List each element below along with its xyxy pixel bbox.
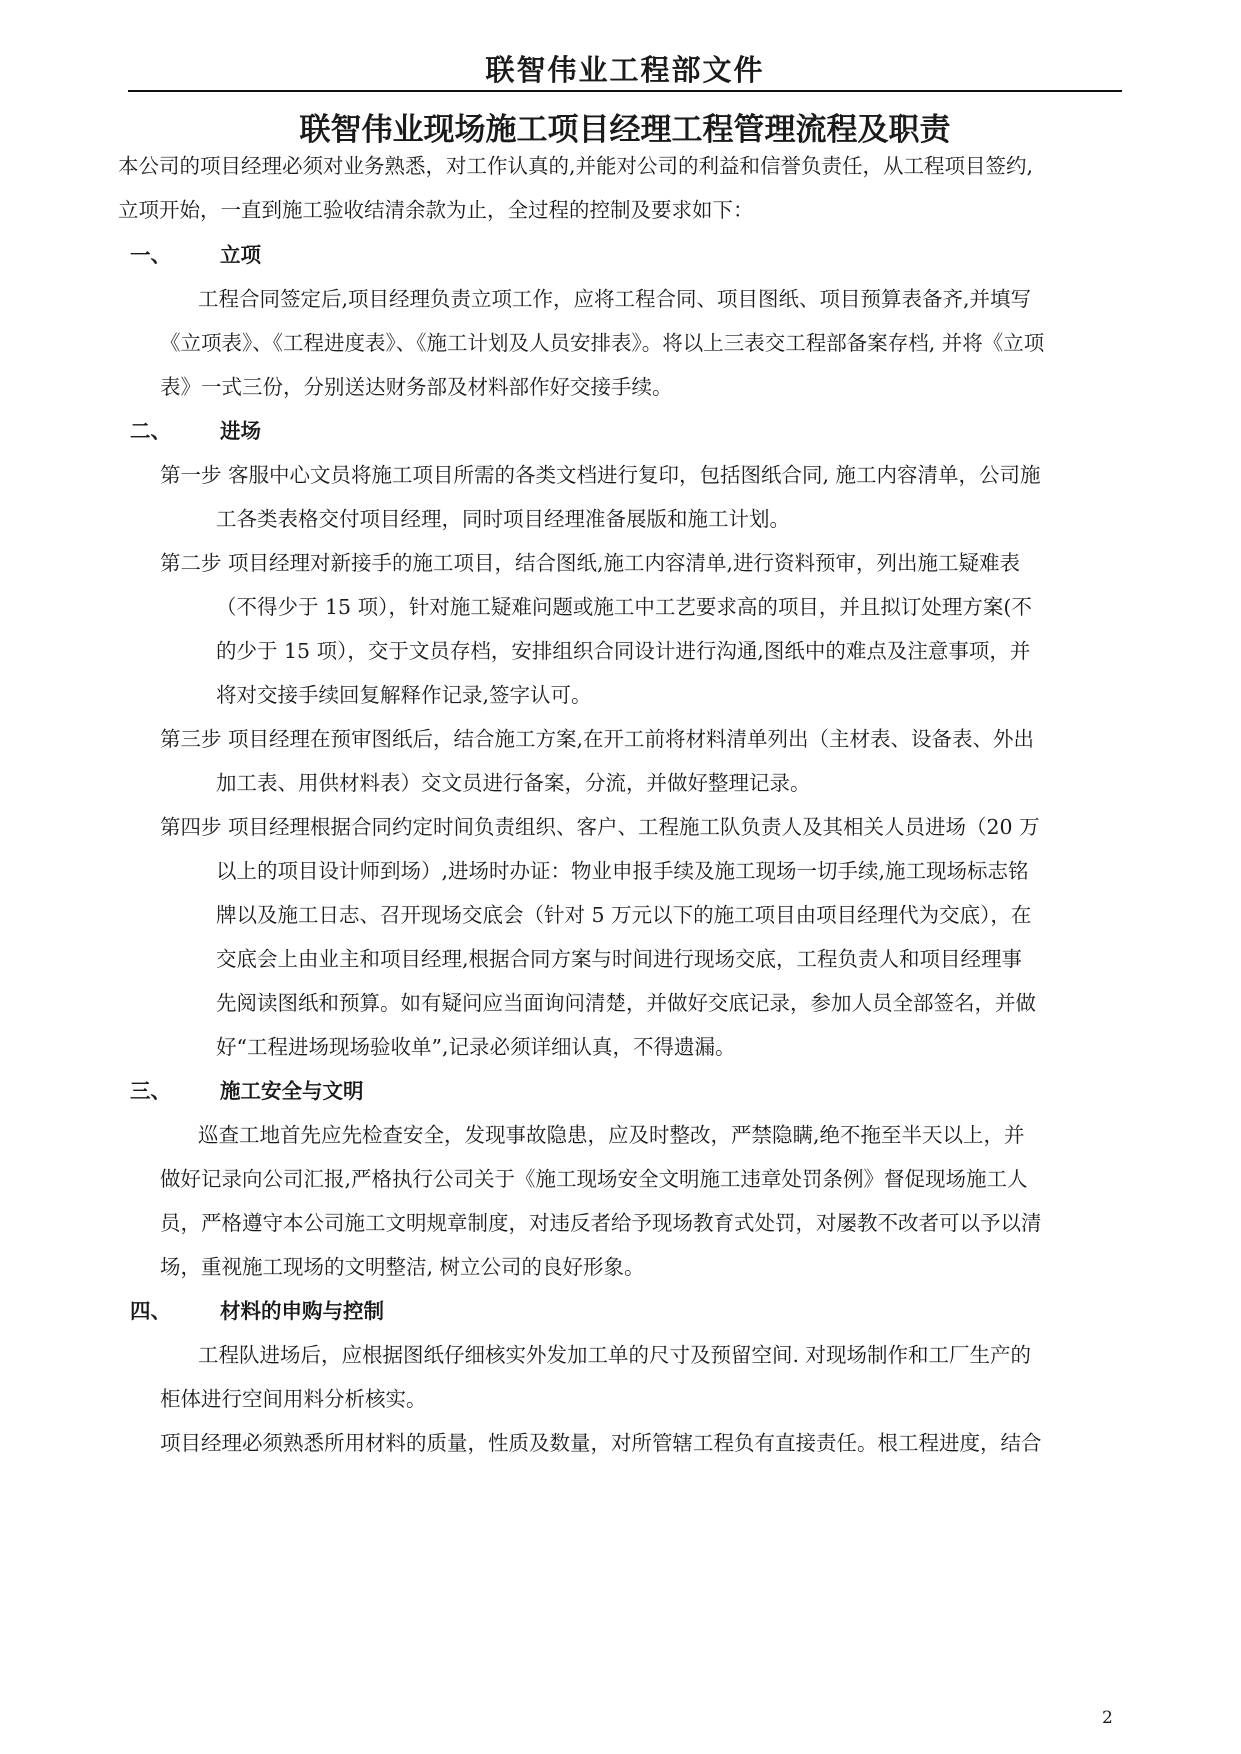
step-line: 将对交接手续回复解释作记录,签字认可。 <box>216 683 592 707</box>
section-number: 四、 <box>130 1299 171 1323</box>
section-number: 一、 <box>130 243 171 267</box>
step-line: 工各类表格交付项目经理，同时项目经理准备展版和施工计划。 <box>216 507 790 531</box>
intro-line: 本公司的项目经理必须对业务熟悉，对工作认真的,并能对公司的利益和信誉负责任，从工程项目签约, <box>118 154 1034 178</box>
paragraph-line: 柜体进行空间用料分析核实。 <box>160 1387 427 1411</box>
paragraph-line: 工程合同签定后,项目经理负责立项工作，应将工程合同、项目图纸、项目预算表备齐,并填写 <box>198 287 1032 311</box>
step-line: 第二步 项目经理对新接手的施工项目，结合图纸,施工内容清单,进行资料预审，列出施工疑难表 <box>160 551 1021 575</box>
step-line: 交底会上由业主和项目经理,根据合同方案与时间进行现场交底，工程负责人和项目经理事 <box>216 947 1023 971</box>
section-title: 材料的申购与控制 <box>220 1299 384 1323</box>
intro-line: 立项开始，一直到施工验收结清余款为止，全过程的控制及要求如下： <box>118 198 754 222</box>
paragraph-line: 表》一式三份，分别送达财务部及材料部作好交接手续。 <box>160 375 673 399</box>
step-line: 好“工程进场现场验收单”,记录必须详细认真，不得遗漏。 <box>216 1035 736 1059</box>
step-line: 牌以及施工日志、召开现场交底会（针对 5 万元以下的施工项目由项目经理代为交底），在 <box>216 903 1032 927</box>
section-title: 进场 <box>220 419 261 443</box>
section-title: 立项 <box>220 243 261 267</box>
section-number: 三、 <box>130 1079 171 1103</box>
paragraph-line: 《立项表》、《工程进度表》、《施工计划及人员安排表》。将以上三表交工程部备案存档, 并将《立项 <box>160 331 1045 355</box>
paragraph-line: 巡查工地首先应先检查安全，发现事故隐患，应及时整改，严禁隐瞒,绝不拖至半天以上，并 <box>198 1123 1025 1147</box>
section-number: 二、 <box>130 419 171 443</box>
paragraph-line: 员，严格遵守本公司施工文明规章制度，对违反者给予现场教育式处罚，对屡教不改者可以予以清 <box>160 1211 1042 1235</box>
header-title: 联智伟业工程部文件 <box>485 53 765 87</box>
step-line: 加工表、用供材料表）交文员进行备案，分流，并做好整理记录。 <box>216 771 811 795</box>
step-line: 先阅读图纸和预算。如有疑问应当面询问清楚，并做好交底记录，参加人员全部签名，并做 <box>216 991 1036 1015</box>
paragraph-line: 工程队进场后，应根据图纸仔细核实外发加工单的尺寸及预留空间. 对现场制作和工厂生产的 <box>198 1343 1032 1367</box>
step-line: （不得少于 15 项），针对施工疑难问题或施工中工艺要求高的项目，并且拟订处理方案(不 <box>216 595 1032 619</box>
paragraph-line: 做好记录向公司汇报,严格执行公司关于《施工现场安全文明施工违章处罚条例》督促现场施工人 <box>160 1167 1028 1191</box>
paragraph-line: 场，重视施工现场的文明整洁, 树立公司的良好形象。 <box>160 1255 645 1279</box>
step-line: 以上的项目设计师到场）,进场时办证：物业申报手续及施工现场一切手续,施工现场标志铭 <box>216 859 1029 883</box>
step-line: 的少于 15 项），交于文员存档，安排组织合同设计进行沟通,图纸中的难点及注意事项，并 <box>216 639 1031 663</box>
header-divider <box>128 90 1122 92</box>
step-line: 第三步 项目经理在预审图纸后，结合施工方案,在开工前将材料清单列出（主材表、设备表、外出 <box>160 727 1035 751</box>
paragraph-line: 项目经理必须熟悉所用材料的质量，性质及数量，对所管辖工程负有直接责任。根工程进度，结合 <box>160 1431 1042 1455</box>
step-line: 第一步 客服中心文员将施工项目所需的各类文档进行复印，包括图纸合同, 施工内容清单，公司施 <box>160 463 1041 487</box>
page-number: 2 <box>1102 1708 1113 1728</box>
document-title: 联智伟业现场施工项目经理工程管理流程及职责 <box>299 112 951 148</box>
step-line: 第四步 项目经理根据合同约定时间负责组织、客户、工程施工队负责人及其相关人员进场（20 万 <box>160 815 1040 839</box>
section-title: 施工安全与文明 <box>220 1079 364 1103</box>
